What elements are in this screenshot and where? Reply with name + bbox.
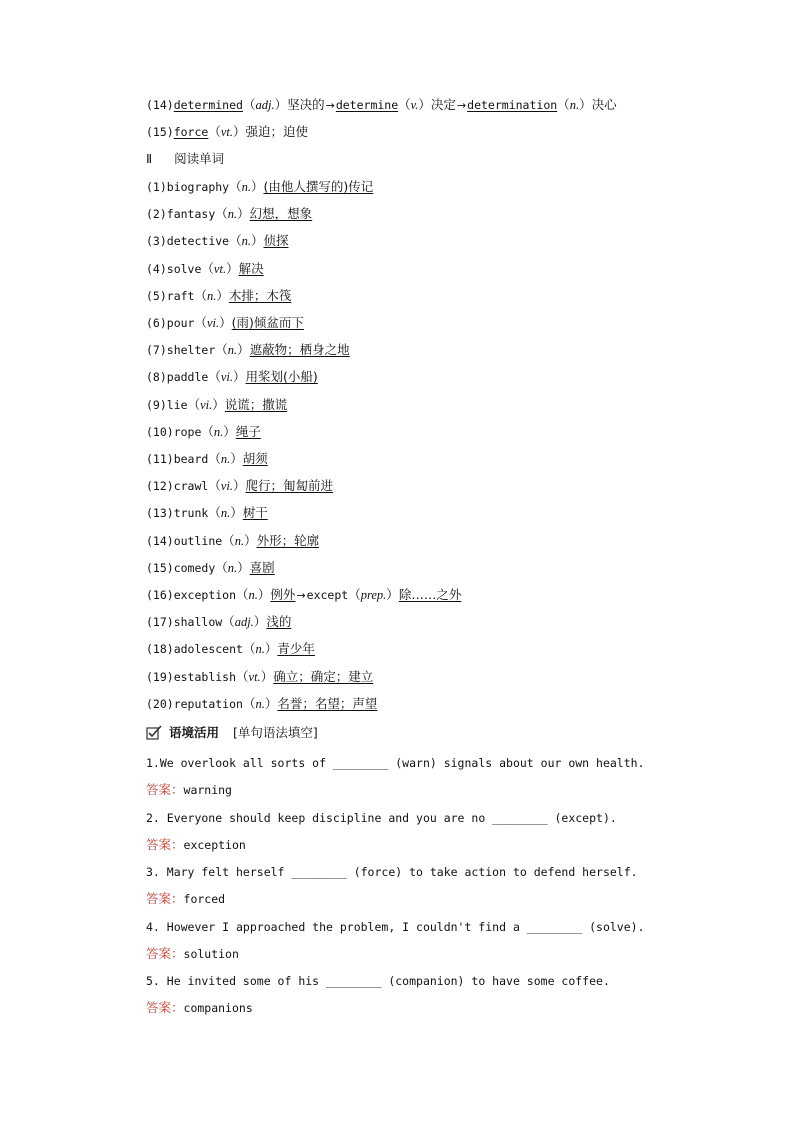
vocab-line-14: (14)determined（adj.）坚决的→determine（v.）决定→determination（n.）决心 (146, 97, 617, 112)
arrow-right-icon: → (296, 589, 306, 602)
part-of-speech: n. (248, 588, 258, 602)
part-of-speech: n. (227, 560, 238, 575)
reading-word-row: (20)reputation（n.）名誉；名望；声望 (146, 695, 378, 711)
arrow-right-icon: → (325, 99, 335, 112)
meaning: 绳子 (235, 423, 261, 439)
exercise-question: 4. However I approached the problem, I couldn't find a ________ (solve). (146, 919, 645, 934)
word: shallow (173, 615, 223, 630)
meaning: 木排；木筏 (228, 287, 292, 303)
meaning: 爬行；匍匐前进 (245, 478, 334, 494)
part-of-speech: n. (227, 343, 238, 358)
exercise-answer (146, 836, 246, 854)
meaning: (雨)倾盆而下 (231, 315, 304, 330)
part-of-speech: n. (213, 424, 224, 439)
meaning: 青少年 (277, 641, 315, 657)
reading-word-row: (3)detective（n.）侦探 (146, 233, 289, 249)
meaning: 解决 (238, 260, 264, 276)
part-of-speech: n. (255, 696, 265, 711)
meaning: 喜剧 (249, 559, 275, 575)
reading-word-row: (19)establish（vt.）确立；确定；建立 (146, 668, 374, 684)
exercise-question: 1.We overlook all sorts of ________ (warn) signals about our own health. (146, 756, 645, 770)
meaning: 例外 (270, 587, 296, 602)
part-of-speech: n. (220, 452, 231, 466)
answer-text: exception (183, 837, 246, 852)
vocab-line-15: (15)force（vt.）强迫；迫使 (146, 124, 309, 139)
exercise-question: 5. He invited some of his ________ (companion) to have some coffee. (146, 974, 610, 989)
reading-word-row: (16)exception（n.）例外→except（prep.）除……之外 (146, 587, 462, 602)
part-of-speech: n. (227, 207, 238, 222)
part-of-speech: vi. (220, 479, 233, 494)
reading-word-row: (7)shelter（n.）遮蔽物；栖身之地 (146, 342, 350, 358)
exercise-answer (146, 890, 225, 908)
part-of-speech: vi. (207, 316, 220, 330)
arrow-right-icon: → (456, 99, 467, 112)
reading-word-row: (12)crawl（vi.）爬行；匍匐前进 (146, 478, 334, 494)
word: biography (166, 180, 230, 194)
answer-text: forced (183, 892, 226, 907)
word: lie (166, 397, 188, 412)
part-of-speech: n. (255, 642, 265, 657)
word: establish (173, 669, 237, 684)
reading-word-row: (13)trunk（n.）树干 (146, 505, 268, 521)
reading-word-row: (9)lie（vi.）说谎；撒谎 (146, 396, 288, 412)
exercise-answer (146, 781, 232, 799)
part-of-speech: n. (241, 234, 251, 249)
reading-word-row: (14)outline（n.）外形；轮廓 (146, 532, 320, 548)
word: adolescent (173, 642, 243, 657)
reading-word-row: (4)solve（vt.）解决 (146, 260, 264, 276)
reading-word-row: (1)biography（n.）(由他人撰写的)传记 (146, 179, 374, 194)
exercise-answer (146, 999, 253, 1017)
exercise-question: 2. Everyone should keep discipline and you are no ________ (except). (146, 810, 617, 825)
meaning: 幻想，想象 (249, 206, 313, 222)
section-heading: Ⅱ 阅读单词 (146, 151, 225, 166)
word: reputation (173, 696, 243, 711)
part-of-speech: vi. (200, 397, 213, 412)
meaning: 名誉；名望；声望 (277, 695, 378, 711)
meaning: 胡须 (242, 451, 268, 466)
part-of-speech: vi. (220, 370, 233, 385)
word: paddle (166, 370, 209, 385)
word: exception (173, 588, 237, 602)
part-of-speech: n. (220, 506, 231, 521)
answer-label: 答案： (146, 836, 184, 852)
word: beard (173, 452, 209, 466)
word: outline (173, 533, 223, 548)
vocab-word: determined (173, 98, 243, 112)
meaning: (由他人撰写的)传记 (263, 179, 374, 194)
exercise-answer (146, 945, 239, 963)
answer-text: companions (183, 1001, 253, 1016)
meaning: 除……之外 (398, 587, 462, 602)
reading-word-row: (17)shallow（adj.）浅的 (146, 614, 292, 630)
meaning: 树干 (242, 505, 268, 521)
meaning: 遮蔽物；栖身之地 (249, 342, 350, 358)
reading-word-row: (11)beard（n.）胡须 (146, 451, 268, 466)
answer-label: 答案： (146, 891, 184, 907)
answer-text: solution (183, 946, 239, 961)
reading-word-row: (8)paddle（vi.）用桨划(小船) (146, 369, 318, 385)
meaning: 说谎；撒谎 (224, 396, 288, 412)
word: solve (166, 261, 202, 276)
part-of-speech: n. (207, 288, 217, 303)
part-of-speech: n. (241, 180, 251, 194)
word: trunk (173, 506, 209, 521)
meaning: 浅的 (266, 614, 292, 630)
word: shelter (166, 343, 216, 358)
exercise-question: 3. Mary felt herself ________ (force) to take action to defend herself. (146, 865, 638, 880)
answer-label: 答案： (146, 1000, 184, 1016)
meaning: 确立；确定；建立 (273, 668, 374, 684)
reading-word-row: (10)rope（n.）绳子 (146, 423, 261, 439)
reading-word-row: (5)raft（n.）木排；木筏 (146, 287, 292, 303)
reading-word-row: (15)comedy（n.）喜剧 (146, 559, 275, 575)
word: detective (166, 234, 230, 249)
word: fantasy (166, 207, 216, 222)
answer-label: 答案： (146, 945, 184, 961)
word: pour (166, 316, 195, 330)
reading-word-row: (18)adolescent（n.）青少年 (146, 641, 315, 657)
word: rope (173, 424, 202, 439)
answer-text: warning (183, 783, 232, 797)
reading-word-row: (6)pour（vi.）(雨)倾盆而下 (146, 315, 304, 330)
meaning: 外形；轮廓 (256, 532, 320, 548)
meaning: 用桨划(小船) (245, 369, 318, 385)
part-of-speech: vt. (248, 669, 261, 684)
word: crawl (173, 479, 209, 494)
word: comedy (173, 560, 216, 575)
part-of-speech: n. (234, 533, 245, 548)
context-section-heading: 语境活用 [单句语法填空] (146, 724, 318, 742)
part-of-speech: prep. (360, 588, 387, 602)
word: except (306, 588, 349, 602)
checkbox-pen-icon (146, 725, 163, 740)
meaning: 侦探 (263, 233, 289, 249)
part-of-speech: adj. (234, 615, 254, 630)
answer-label: 答案： (146, 782, 184, 797)
part-of-speech: vt. (213, 261, 227, 276)
reading-word-row: (2)fantasy（n.）幻想，想象 (146, 206, 313, 222)
word: raft (166, 288, 195, 303)
